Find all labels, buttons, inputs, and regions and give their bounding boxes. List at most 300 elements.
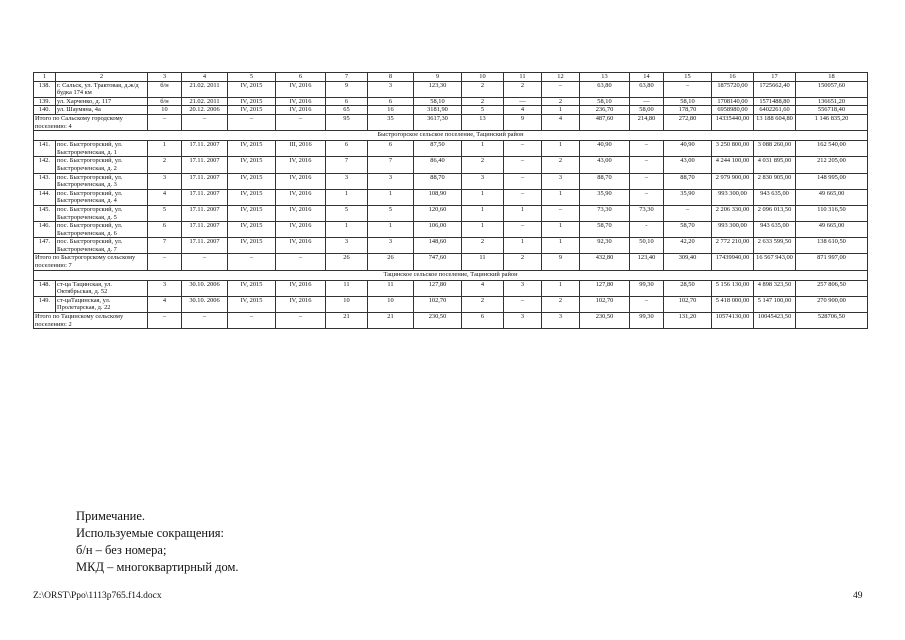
table-cell: 92,30 [580,238,630,254]
column-number: 18 [796,73,868,82]
address-cell: ст-цаТацинская, ул. Пролетарская, д. 22 [56,296,148,312]
table-cell: 1875720,00 [712,81,754,97]
table-cell: 257 806,50 [796,280,868,296]
table-cell: 4 031 895,00 [754,157,796,173]
table-cell: 17.11. 2007 [182,205,228,221]
table-cell: 106,00 [414,222,462,238]
column-number: 6 [276,73,326,82]
table-cell: 58,70 [580,222,630,238]
table-cell: 88,70 [414,173,462,189]
total-row [34,254,868,270]
table-cell: IV, 2016 [276,81,326,97]
table-cell: IV, 2016 [276,189,326,205]
table-cell: 17.11. 2007 [182,157,228,173]
table-row [34,189,868,205]
table-cell: 3 [368,81,414,97]
table-cell: 11 [368,280,414,296]
table-cell: 10 [326,296,368,312]
table-cell: 2 [148,157,182,173]
total-cell: 9 [542,254,580,270]
table-body [34,73,868,329]
column-number: 9 [414,73,462,82]
total-cell: 17439940,00 [712,254,754,270]
table-cell: 148. [34,280,56,296]
table-cell: 1 [462,189,504,205]
table-cell: 4 [148,189,182,205]
table-cell: 1 [542,189,580,205]
table-cell: 63,80 [580,81,630,97]
table-cell: IV, 2016 [276,205,326,221]
section-row [34,131,868,141]
table-cell: 21.02. 2011 [182,97,228,106]
table-row [34,222,868,238]
table-cell: 993 300,00 [712,222,754,238]
table-cell: 123,30 [414,81,462,97]
total-cell: – [276,313,326,329]
table-cell: 6402261,60 [754,106,796,115]
total-cell: – [182,313,228,329]
total-cell: 26 [326,254,368,270]
table-cell: 1 [368,189,414,205]
table-cell: 943 635,00 [754,222,796,238]
total-cell: 131,20 [664,313,712,329]
total-cell: – [228,313,276,329]
table-cell: 28,50 [664,280,712,296]
table-cell: 58,10 [414,97,462,106]
table-cell: 3 [462,173,504,189]
table-cell: 3 [148,280,182,296]
table-cell: 127,80 [580,280,630,296]
column-number: 8 [368,73,414,82]
table-cell: 2 [462,296,504,312]
table-row [34,157,868,173]
total-cell: 3 [542,313,580,329]
table-cell: 138. [34,81,56,97]
table-cell: 2 830 905,00 [754,173,796,189]
housing-table-container [33,72,867,329]
total-cell: 4 [542,114,580,130]
table-cell: 556718,40 [796,106,868,115]
total-cell: – [276,254,326,270]
total-cell: 487,60 [580,114,630,130]
page-number: 49 [853,591,863,601]
table-cell: IV, 2015 [228,141,276,157]
table-cell: 17.11. 2007 [182,238,228,254]
table-cell: 2 [504,81,542,97]
table-cell: 1 [504,238,542,254]
footer-file-path: Z:\ORST\Ppo\1113p765.f14.docx [33,591,162,601]
column-number: 10 [462,73,504,82]
table-cell: 17.11. 2007 [182,141,228,157]
column-number: 12 [542,73,580,82]
table-cell: IV, 2016 [276,238,326,254]
table-cell: 2 [462,97,504,106]
total-cell: 309,40 [664,254,712,270]
table-cell: IV, 2015 [228,173,276,189]
column-number: 5 [228,73,276,82]
table-cell: IV, 2016 [276,97,326,106]
table-cell: 17.11. 2007 [182,173,228,189]
table-cell: 40,90 [664,141,712,157]
address-cell: пос. Быстрогорский, ул. Быстрореченская, д. 7 [56,238,148,254]
table-cell: 144. [34,189,56,205]
total-cell: – [148,114,182,130]
table-cell: IV, 2015 [228,81,276,97]
table-cell: 21.02. 2011 [182,81,228,97]
table-cell: б/н [148,97,182,106]
table-cell: 6 [368,141,414,157]
table-cell: 3181,90 [414,106,462,115]
table-cell: 1708140,00 [712,97,754,106]
table-cell: – [504,189,542,205]
table-cell: – [630,296,664,312]
table-cell: 10 [368,296,414,312]
table-cell: – [630,189,664,205]
table-cell: 270 900,00 [796,296,868,312]
table-cell: 43,00 [664,157,712,173]
table-row [34,296,868,312]
table-cell: IV, 2015 [228,157,276,173]
total-cell: 26 [368,254,414,270]
total-cell: 2 [504,254,542,270]
table-cell: 2 096 013,50 [754,205,796,221]
table-cell: 43,00 [580,157,630,173]
total-cell: – [228,254,276,270]
table-cell: – [504,296,542,312]
table-cell: 212 205,00 [796,157,868,173]
total-cell: 1 146 835,20 [796,114,868,130]
table-cell: 150057,60 [796,81,868,97]
table-cell: 1 [542,141,580,157]
total-row [34,114,868,130]
table-cell: 943 635,00 [754,189,796,205]
table-cell: 1571488,80 [754,97,796,106]
notes-block [76,508,239,576]
total-cell: – [228,114,276,130]
column-number: 15 [664,73,712,82]
table-cell: 20.12. 2006 [182,106,228,115]
housing-table [33,72,868,329]
table-cell: 5 418 000,00 [712,296,754,312]
table-cell: 3 [148,173,182,189]
table-cell: 10 [148,106,182,115]
table-cell: 1 [542,280,580,296]
table-cell: 236,70 [580,106,630,115]
column-number: 2 [56,73,148,82]
total-cell: – [182,254,228,270]
table-cell: 42,20 [664,238,712,254]
table-cell: 3 [504,280,542,296]
total-cell: – [148,313,182,329]
table-cell: 87,50 [414,141,462,157]
column-number: 14 [630,73,664,82]
table-cell: – [630,157,664,173]
table-cell: – [664,205,712,221]
table-cell: 993 300,00 [712,189,754,205]
table-row [34,238,868,254]
table-cell: 1 [326,222,368,238]
table-cell: 5 156 130,00 [712,280,754,296]
address-cell: ул. Харченко, д. 117 [56,97,148,106]
address-cell: ст-ца Тацинская, ул. Октябрьская, д. 52 [56,280,148,296]
table-cell: 2 [542,97,580,106]
table-cell: IV, 2015 [228,106,276,115]
address-cell: ул. Шаумяна, 4а [56,106,148,115]
total-cell: 14335440,00 [712,114,754,130]
table-cell: 1 [462,222,504,238]
table-cell: 40,90 [580,141,630,157]
total-cell: 214,80 [630,114,664,130]
table-cell: 4 [462,280,504,296]
address-cell: пос. Быстрогорский, ул. Быстрореченская, д. 5 [56,205,148,221]
column-number: 1 [34,73,56,82]
table-cell: 4 [504,106,542,115]
table-cell: 49 665,00 [796,222,868,238]
table-cell: – [504,141,542,157]
table-cell: 3 [326,238,368,254]
table-cell: 1 [148,141,182,157]
table-cell: 102,70 [414,296,462,312]
table-cell: 50,10 [630,238,664,254]
table-cell: 63,80 [630,81,664,97]
table-cell: 3 [368,238,414,254]
table-cell: 102,70 [580,296,630,312]
table-cell: 147. [34,238,56,254]
table-cell: 30.10. 2006 [182,280,228,296]
table-cell: 138 610,50 [796,238,868,254]
table-cell: 142. [34,157,56,173]
total-cell: 747,60 [414,254,462,270]
total-cell: – [182,114,228,130]
total-cell: 272,80 [664,114,712,130]
table-cell: 5 [462,106,504,115]
column-number: 3 [148,73,182,82]
table-cell: 11 [326,280,368,296]
column-number: 13 [580,73,630,82]
table-row [34,141,868,157]
table-cell: 1 [542,238,580,254]
table-cell: 120,60 [414,205,462,221]
total-cell: 35 [368,114,414,130]
total-cell: 13 188 604,80 [754,114,796,130]
note-line: МКД – многоквартирный дом. [76,560,239,574]
table-cell: 1 [326,189,368,205]
table-cell: 3 [368,173,414,189]
table-cell: 127,80 [414,280,462,296]
table-cell: 2 979 900,00 [712,173,754,189]
total-label: Итого по Тацинскому сельскому поселению: 2 [34,313,148,329]
table-row [34,97,868,106]
table-cell: 145. [34,205,56,221]
table-cell: 1 [462,205,504,221]
section-title: Быстрогорское сельское поселение, Тацинский район [34,131,868,141]
table-cell: 108,90 [414,189,462,205]
note-line: Примечание. [76,509,146,523]
total-cell: 871 997,00 [796,254,868,270]
total-cell: 21 [326,313,368,329]
table-cell: 99,30 [630,280,664,296]
table-cell: 6 [326,141,368,157]
table-cell: 178,70 [664,106,712,115]
table-cell: IV, 2016 [276,173,326,189]
table-cell: 139. [34,97,56,106]
table-cell: – [542,81,580,97]
table-cell: 6 [326,97,368,106]
table-cell: 3 088 260,00 [754,141,796,157]
total-cell: 10045423,50 [754,313,796,329]
table-cell: 6958980,00 [712,106,754,115]
table-cell: 17.11. 2007 [182,222,228,238]
table-cell: 7 [368,157,414,173]
table-cell: 58,70 [664,222,712,238]
table-cell: 3 [326,173,368,189]
table-cell: 4 898 323,50 [754,280,796,296]
table-cell: – [630,173,664,189]
address-cell: пос. Быстрогорский, ул. Быстрореченская, д. 1 [56,141,148,157]
table-cell: 102,70 [664,296,712,312]
column-number: 11 [504,73,542,82]
table-cell: 1 [368,222,414,238]
table-cell: 16 [368,106,414,115]
table-cell: IV, 2015 [228,97,276,106]
table-cell: 6 [148,222,182,238]
column-number: 7 [326,73,368,82]
table-cell: 1 [462,141,504,157]
table-cell: 162 540,00 [796,141,868,157]
table-cell: IV, 2016 [276,157,326,173]
table-cell: 141. [34,141,56,157]
table-cell: IV, 2015 [228,222,276,238]
table-cell: III, 2016 [276,141,326,157]
table-cell: 2 [542,157,580,173]
table-cell: б/н [148,81,182,97]
total-cell: 11 [462,254,504,270]
table-cell: 58,10 [580,97,630,106]
total-label: Итого по Сальскому городскому поселению: 4 [34,114,148,130]
table-cell: 88,70 [664,173,712,189]
table-cell: 5 [368,205,414,221]
table-cell: 9 [326,81,368,97]
table-row [34,173,868,189]
table-cell: 6 [368,97,414,106]
table-cell: 5 [326,205,368,221]
table-cell: 2 772 210,00 [712,238,754,254]
column-number: 17 [754,73,796,82]
table-cell: - [630,222,664,238]
total-cell: 10574130,00 [712,313,754,329]
address-cell: пос. Быстрогорский, ул. Быстрореченская, д. 4 [56,189,148,205]
total-label: Итого по Быстрогорскому сельскому поселению: 7 [34,254,148,270]
total-cell: 95 [326,114,368,130]
address-cell: г. Сальск, ул. Трактовая, д.ж/д будка 174 км [56,81,148,97]
table-cell: IV, 2016 [276,280,326,296]
table-cell: – [504,222,542,238]
table-cell: 7 [326,157,368,173]
total-cell: 16 567 943,00 [754,254,796,270]
table-cell: 2 [462,157,504,173]
table-cell: – [542,205,580,221]
total-cell: – [276,114,326,130]
total-cell: 3 [504,313,542,329]
table-cell: IV, 2016 [276,222,326,238]
table-cell: IV, 2016 [276,106,326,115]
table-cell: 73,30 [580,205,630,221]
table-cell: 2 633 599,50 [754,238,796,254]
table-cell: 3 [542,173,580,189]
total-cell: 432,80 [580,254,630,270]
table-cell: 17.11. 2007 [182,189,228,205]
table-cell: 30.10. 2006 [182,296,228,312]
table-cell: 58,00 [630,106,664,115]
table-cell: 148 995,00 [796,173,868,189]
table-row [34,106,868,115]
table-cell: 140. [34,106,56,115]
column-number: 4 [182,73,228,82]
table-cell: 58,10 [664,97,712,106]
table-cell: IV, 2015 [228,296,276,312]
table-row [34,280,868,296]
column-number: 16 [712,73,754,82]
column-number-row [34,73,868,82]
table-cell: 2 [462,238,504,254]
table-cell: – [504,157,542,173]
table-cell: 5 [148,205,182,221]
table-cell: IV, 2015 [228,189,276,205]
table-cell: 1 [542,222,580,238]
table-cell: IV, 2015 [228,280,276,296]
address-cell: пос. Быстрогорский, ул. Быстрореченская, д. 6 [56,222,148,238]
table-cell: IV, 2015 [228,205,276,221]
section-row [34,270,868,280]
table-cell: 110 316,50 [796,205,868,221]
table-cell: 86,40 [414,157,462,173]
table-cell: 1 [504,205,542,221]
table-cell: 2 [542,296,580,312]
table-row [34,205,868,221]
total-cell: – [148,254,182,270]
note-line: б/н – без номера; [76,543,167,557]
table-cell: 143. [34,173,56,189]
table-cell: 88,70 [580,173,630,189]
table-cell: 146. [34,222,56,238]
table-cell: 2 206 330,00 [712,205,754,221]
table-cell: 7 [148,238,182,254]
table-cell: 65 [326,106,368,115]
table-cell: 136651,20 [796,97,868,106]
table-row [34,81,868,97]
table-cell: IV, 2016 [276,296,326,312]
table-cell: 73,30 [630,205,664,221]
table-cell: 149. [34,296,56,312]
address-cell: пос. Быстрогорский, ул. Быстрореченская, д. 3 [56,173,148,189]
total-row [34,313,868,329]
total-cell: 9 [504,114,542,130]
table-cell: 148,60 [414,238,462,254]
total-cell: 230,50 [580,313,630,329]
address-cell: пос. Быстрогорский, ул. Быстрореченская, д. 2 [56,157,148,173]
table-cell: 5 147 100,00 [754,296,796,312]
table-cell: IV, 2015 [228,238,276,254]
total-cell: 6 [462,313,504,329]
table-cell: — [630,97,664,106]
total-cell: 99,30 [630,313,664,329]
table-cell: 49 665,00 [796,189,868,205]
table-cell: 4 244 100,00 [712,157,754,173]
table-cell: – [664,81,712,97]
table-cell: – [630,141,664,157]
table-cell: 1 [542,106,580,115]
note-line: Используемые сокращения: [76,526,225,540]
